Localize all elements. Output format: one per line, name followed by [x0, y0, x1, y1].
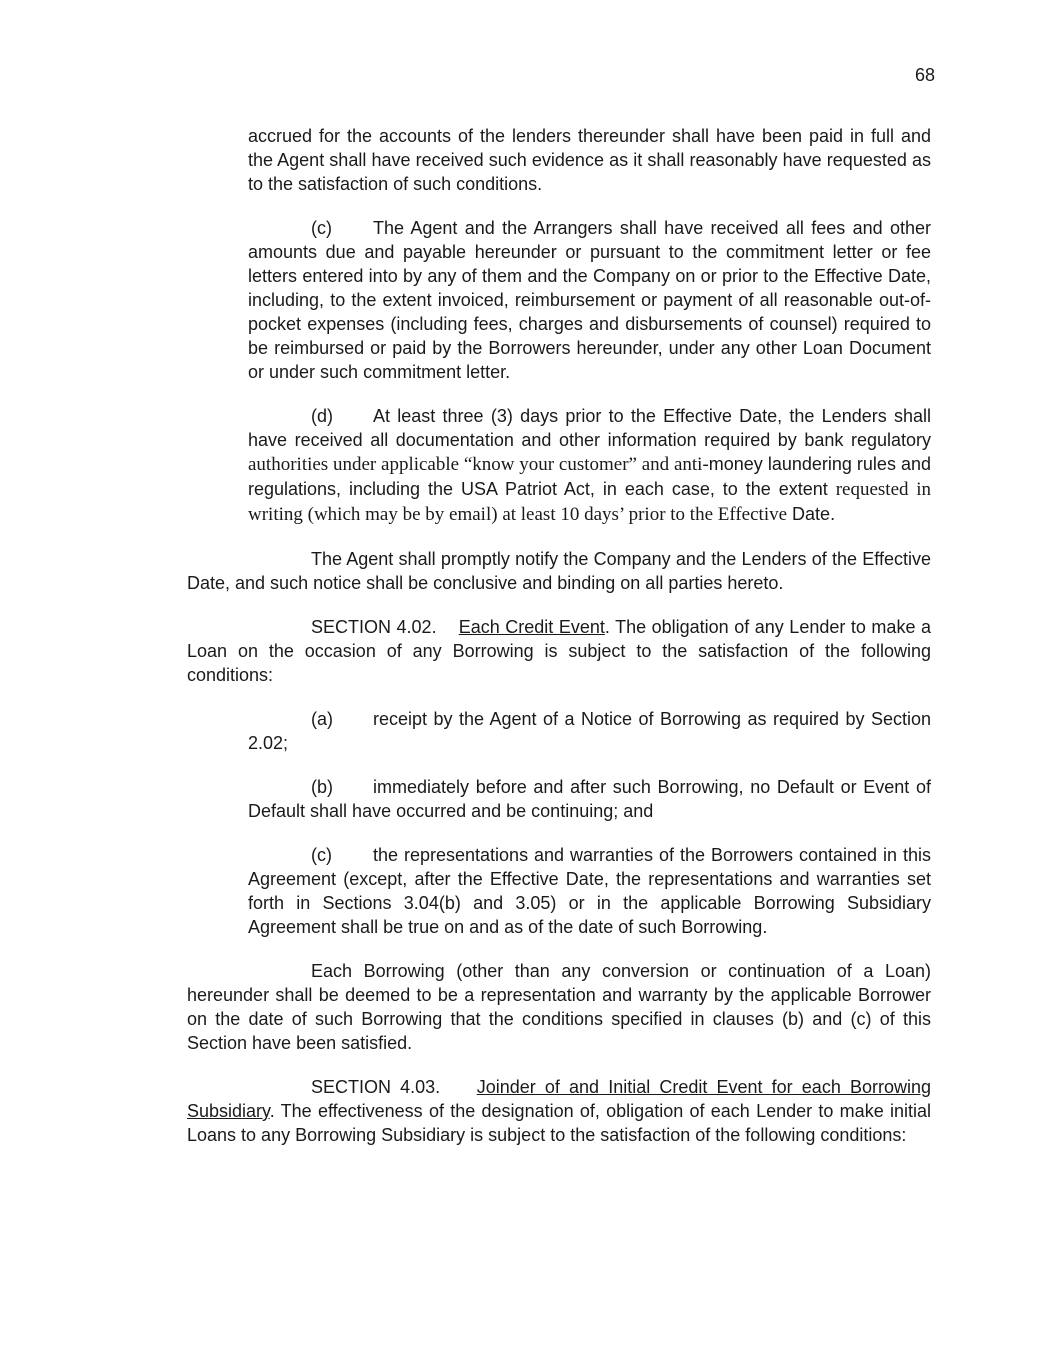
paragraph-4-02-a [248, 707, 931, 755]
clause-text: receipt by the Agent of a Notice of Borrowing as required by Section 2.02; [248, 709, 931, 753]
page-number: 68 [914, 65, 935, 85]
paragraph-clause-d [248, 404, 931, 527]
paragraph-4-02-b [248, 775, 931, 823]
section-title: Each Credit Event [458, 617, 605, 637]
paragraph-each-borrowing: Each Borrowing (other than any conversion or continuation of a Loan) hereunder shall be deemed to be a representation and warranty by the applicable Borrower on the date of such Borrowing that the conditions specified in clauses (b) and (c) of this Section have been satisfied. [187, 961, 931, 1053]
section-4-03 [187, 1075, 931, 1147]
paragraph-clause-c [248, 216, 931, 384]
clause-label: (b) [311, 777, 333, 797]
clause-label: (d) [311, 406, 333, 426]
clause-text: the representations and warranties of the Borrowers contained in this Agreement (except, after the Effective Date, the representations and warranties set forth in Sections 3.04(b) and 3.05) or in the applicable Borrowing Subsidiary Agreement shall be true on and as of the date of such Borrowing. [248, 845, 931, 937]
clause-label: (c) [311, 218, 332, 238]
paragraph-4-02-c [248, 843, 931, 939]
section-4-02 [187, 615, 931, 687]
section-title: Joinder of and Initial Credit Event for each Borrowing Subsidiary [187, 1077, 931, 1121]
clause-text-serif: requested in writing (which may be by email) at least 10 days’ prior to the Effective [248, 479, 931, 525]
section-text: . The effectiveness of the designation of, obligation of each Lender to make initial Loans to any Borrowing Subsidiary is subject to the satisfaction of the following conditions: [187, 1101, 931, 1145]
document-body [187, 124, 931, 1167]
clause-label: (a) [311, 709, 333, 729]
section-text: . The obligation of any Lender to make a Loan on the occasion of any Borrowing is subject to the satisfaction of the following conditions: [187, 617, 931, 685]
clause-text: The Agent and the Arrangers shall have received all fees and other amounts due and payable hereunder or pursuant to the commitment letter or fee letters entered into by any of them and the Company on or prior to the Effective Date, including, to the extent invoiced, reimbursement or payment of all reasonable out-of-pocket expenses (including fees, charges and disbursements of counsel) required to be reimbursed or paid by the Borrowers hereunder, under any other Loan Document or under such commitment letter. [248, 218, 931, 382]
clause-label: (c) [311, 845, 332, 865]
paragraph-notify: The Agent shall promptly notify the Company and the Lenders of the Effective Date, and such notice shall be conclusive and binding on all parties hereto. [187, 549, 931, 593]
clause-text: immediately before and after such Borrowing, no Default or Event of Default shall have occurred and be continuing; and [248, 777, 931, 821]
clause-text: At least three (3) days prior to the Effective Date, the Lenders shall have received all documentation and other information required by bank regulatory [248, 406, 931, 450]
section-number: SECTION 4.02. [311, 617, 437, 637]
clause-text-serif: authorities under applicable “know your customer” and anti- [248, 454, 709, 475]
clause-text: Date. [787, 504, 836, 524]
section-number: SECTION 4.03. [311, 1077, 441, 1097]
clause-text: money laundering rules and regulations, including the USA Patriot Act, in each case, to the extent [248, 454, 931, 499]
paragraph-continuation: accrued for the accounts of the lenders thereunder shall have been paid in full and the Agent shall have received such evidence as it shall reasonably have requested as to the satisfaction of such conditions. [248, 126, 931, 194]
